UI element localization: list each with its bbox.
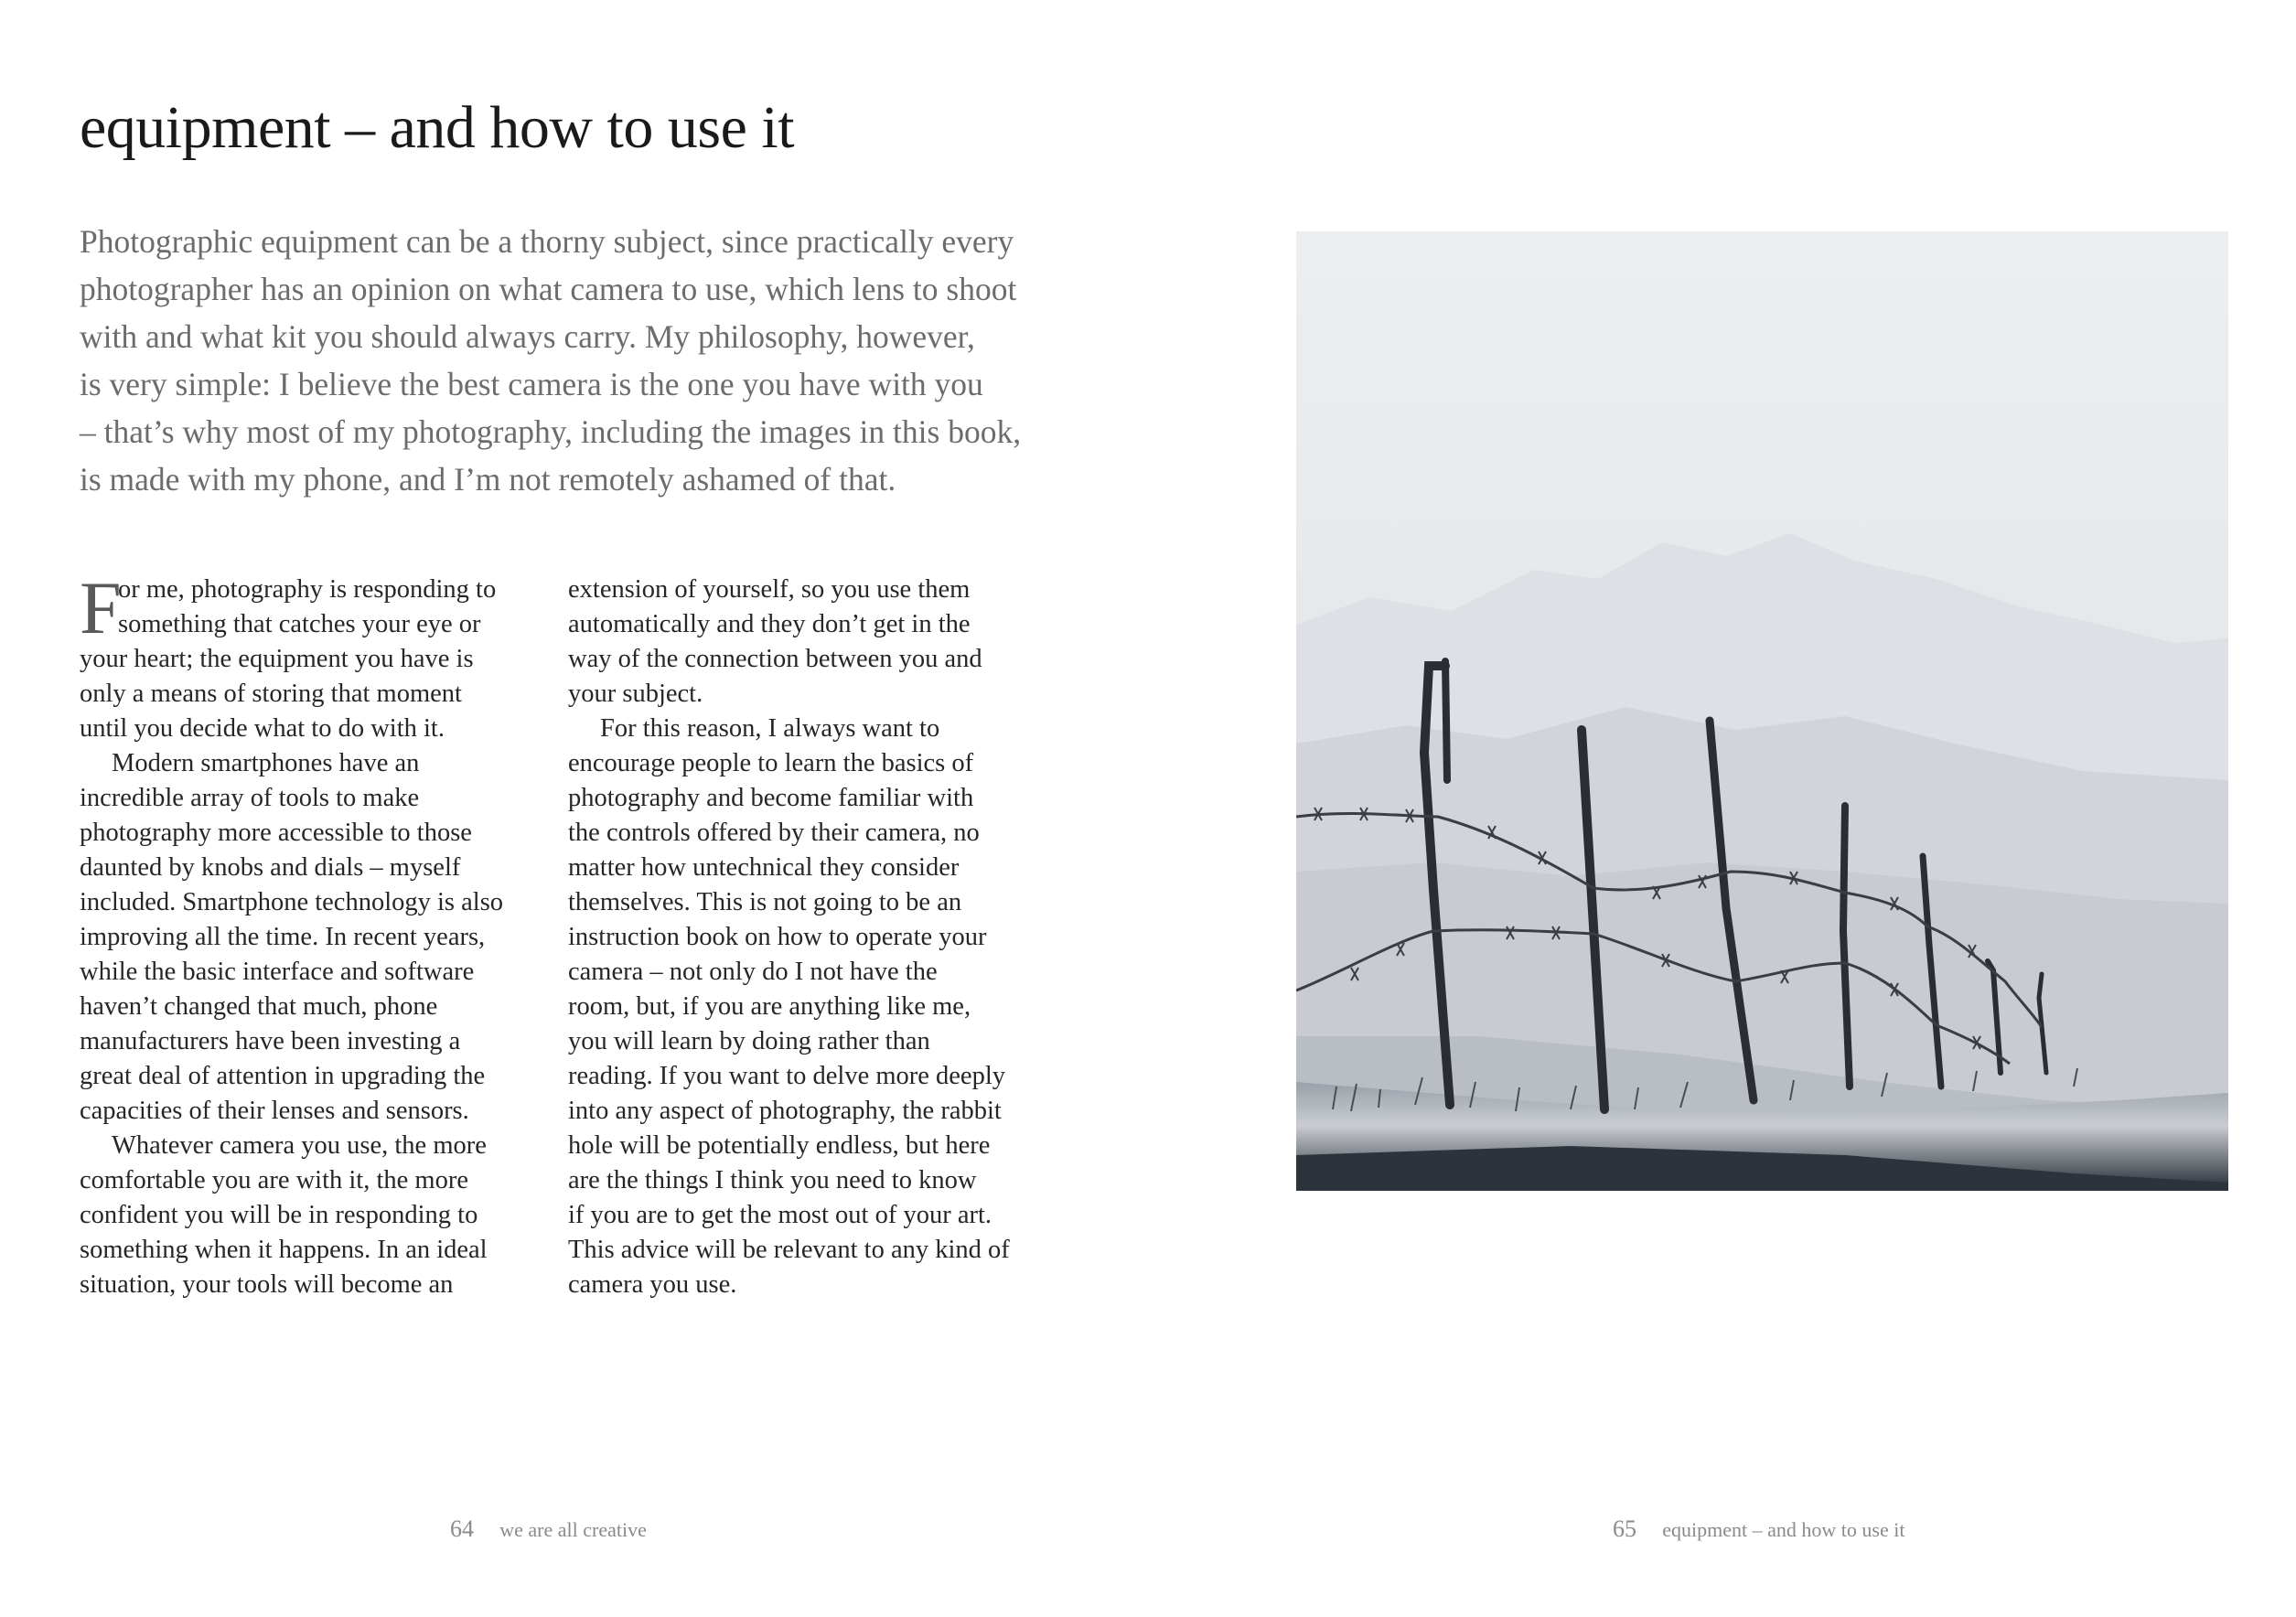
body-line: the controls offered by their camera, no — [568, 819, 980, 847]
body-line: included. Smartphone technology is also — [80, 888, 504, 916]
intro-line: is made with my phone, and I’m not remotely ashamed of that. — [80, 461, 896, 498]
body-line: situation, your tools will become an — [80, 1270, 454, 1299]
footer-right — [1613, 1515, 1904, 1544]
body-line: daunted by knobs and dials – myself — [80, 853, 461, 882]
body-line: capacities of their lenses and sensors. — [80, 1097, 469, 1125]
body-column-1 — [80, 566, 537, 1302]
page-number: 65 — [1613, 1515, 1636, 1542]
body-line: encourage people to learn the basics of — [568, 749, 974, 777]
body-line: your heart; the equipment you have is — [80, 645, 474, 673]
running-title: equipment – and how to use it — [1662, 1518, 1905, 1541]
body-column-2 — [568, 573, 1025, 1302]
running-title: we are all creative — [499, 1518, 647, 1541]
body-line: hole will be potentially endless, but here — [568, 1131, 991, 1160]
body-line: while the basic interface and software — [80, 958, 475, 986]
footer-left — [450, 1515, 647, 1544]
body-line: This advice will be relevant to any kind of — [568, 1236, 1010, 1264]
body-line: way of the connection between you and — [568, 645, 982, 673]
body-line: until you decide what to do with it. — [80, 714, 445, 743]
body-line: confident you will be in responding to — [80, 1201, 478, 1229]
drop-cap: F — [80, 566, 122, 649]
body-line: great deal of attention in upgrading the — [80, 1062, 486, 1090]
body-line: incredible array of tools to make — [80, 784, 420, 812]
body-line: For this reason, I always want to — [600, 714, 940, 743]
body-line: themselves. This is not going to be an — [568, 888, 962, 916]
body-line: camera – not only do I not have the — [568, 958, 938, 986]
page-number: 64 — [450, 1515, 474, 1542]
body-line: comfortable you are with it, the more — [80, 1166, 468, 1194]
body-line: reading. If you want to delve more deeply — [568, 1062, 1006, 1090]
intro-paragraph — [80, 218, 1022, 503]
body-line: improving all the time. In recent years, — [80, 923, 486, 951]
body-line: if you are to get the most out of your art. — [568, 1201, 992, 1229]
body-line: your subject. — [568, 680, 703, 708]
fence-photo — [1296, 231, 2228, 1191]
body-line: F or me, photography is responding to — [80, 566, 497, 649]
body-line: extension of yourself, so you use them — [568, 575, 971, 604]
body-line: you will learn by doing rather than — [568, 1027, 930, 1055]
body-line: photography and become familiar with — [568, 784, 974, 812]
intro-line: Photographic equipment can be a thorny subject, since practically every — [80, 223, 1014, 260]
body-line: matter how untechnical they consider — [568, 853, 960, 882]
body-line: something when it happens. In an ideal — [80, 1236, 488, 1264]
intro-line: with and what kit you should always carry. My philosophy, however, — [80, 318, 975, 355]
body-line: photography more accessible to those — [80, 819, 472, 847]
body-line: only a means of storing that moment — [80, 680, 462, 708]
body-line: haven’t changed that much, phone — [80, 992, 438, 1021]
body-line: into any aspect of photography, the rabbit — [568, 1097, 1002, 1125]
body-line: Modern smartphones have an — [112, 749, 420, 777]
body-line: room, but, if you are anything like me, — [568, 992, 971, 1021]
chapter-heading: equipment – and how to use it — [80, 94, 795, 161]
body-line: something that catches your eye or — [118, 610, 481, 638]
body-line: manufacturers have been investing a — [80, 1027, 461, 1055]
body-line: Whatever camera you use, the more — [112, 1131, 487, 1160]
fence-photo-icon — [1296, 231, 2228, 1191]
body-line: automatically and they don’t get in the — [568, 610, 971, 638]
body-line: are the things I think you need to know — [568, 1166, 977, 1194]
intro-line: is very simple: I believe the best camera is the one you have with you — [80, 366, 983, 402]
body-line: instruction book on how to operate your — [568, 923, 987, 951]
intro-line: – that’s why most of my photography, including the images in this book, — [80, 413, 1022, 450]
body-line: camera you use. — [568, 1270, 737, 1299]
intro-line: photographer has an opinion on what camera to use, which lens to shoot — [80, 271, 1017, 307]
